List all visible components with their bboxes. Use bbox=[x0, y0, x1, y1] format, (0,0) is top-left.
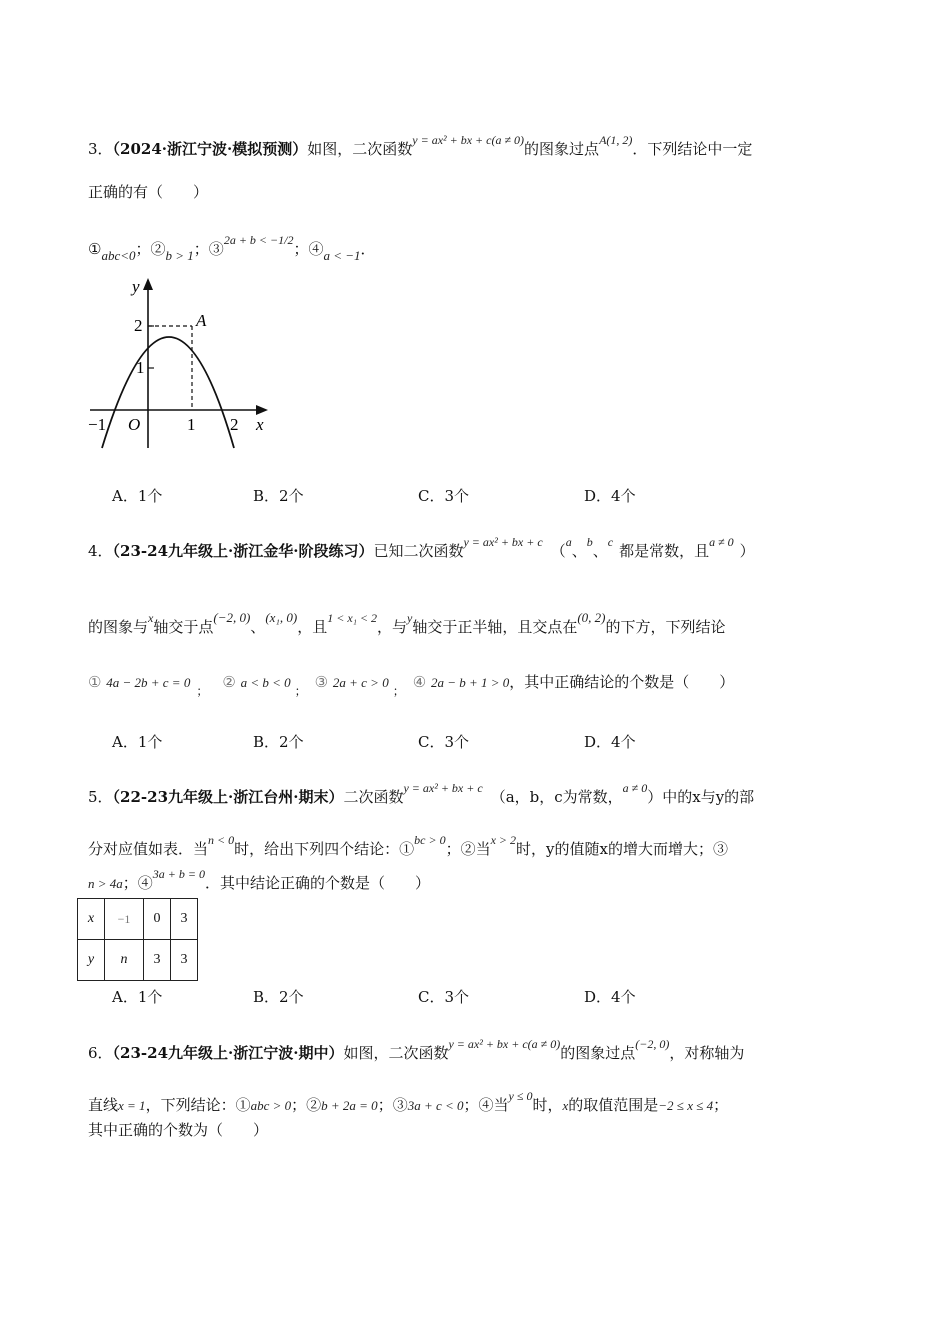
q6-cond-3: 3a + c < 0 bbox=[407, 1098, 464, 1113]
x-tick-2: 2 bbox=[230, 415, 239, 434]
q3-point: A(1, 2) bbox=[599, 133, 633, 147]
q4-cond: a ≠ 0 bbox=[709, 535, 734, 549]
q6-cond-2: b + 2a = 0 bbox=[321, 1098, 378, 1113]
q4-ineq: 1 < x₁ < 2 bbox=[327, 611, 377, 625]
q4-text: 、 bbox=[250, 618, 266, 636]
y-axis-arrow bbox=[143, 278, 153, 290]
q4-text: ，与 bbox=[376, 618, 407, 636]
q5-text: ．其中结论正确的个数是（ ） bbox=[205, 874, 431, 892]
q3-parabola-graph bbox=[84, 272, 274, 452]
q4-option-c-value: 3个 bbox=[444, 733, 470, 751]
y-tick-2: 2 bbox=[134, 316, 143, 335]
q4-text: ） bbox=[739, 542, 755, 560]
q6-text: ，对称轴为 bbox=[669, 1044, 745, 1062]
q4-point-2: (x₁, 0) bbox=[265, 610, 298, 625]
q4-mark: ③ bbox=[314, 673, 329, 691]
q5-option-b[interactable]: B．2个 bbox=[253, 988, 304, 1006]
q5-cond-4: 3a + b = 0 bbox=[152, 867, 205, 881]
q6-text: 的取值范围是 bbox=[568, 1096, 659, 1114]
q6-text: ；④当 bbox=[463, 1096, 509, 1114]
q5-text: 分对应值如表．当 bbox=[88, 840, 209, 858]
q6-text: 如图，二次函数 bbox=[343, 1044, 449, 1062]
q4-text: ，且 bbox=[297, 618, 328, 636]
q4-var: x bbox=[148, 611, 154, 625]
q3-question-end: 正确的有（ ） bbox=[88, 183, 209, 201]
q3-option-a[interactable]: A．1个 bbox=[112, 487, 163, 505]
q4-semi: ； bbox=[196, 684, 209, 698]
q6-text: ，下列结论：① bbox=[145, 1096, 251, 1114]
q3-source: （2024·浙江宁波·模拟预测） bbox=[112, 140, 308, 158]
q4-mark: ② bbox=[222, 673, 236, 691]
q3-mark: ；③ bbox=[193, 240, 224, 258]
q4-text: 的下方，下列结论 bbox=[605, 618, 726, 636]
q3-option-c[interactable]: C．3个 bbox=[418, 487, 470, 505]
table-cell: 3 bbox=[171, 899, 198, 940]
q5-option-a[interactable]: A．1个 bbox=[112, 988, 163, 1006]
q4-option-d-value: 4个 bbox=[611, 733, 636, 751]
q3-cond-2: b > 1 bbox=[165, 248, 194, 263]
q4-text: 已知二次函数 bbox=[373, 542, 464, 560]
q4-number: 4． bbox=[88, 542, 113, 560]
q6-line1 bbox=[88, 1034, 744, 1063]
q4-option-c[interactable] bbox=[418, 731, 469, 752]
y-tick-1: 1 bbox=[136, 358, 145, 377]
table-cell: y bbox=[78, 940, 105, 981]
q4-option-b-value: 2个 bbox=[279, 733, 304, 751]
q4-option-d-label: D． bbox=[584, 733, 612, 751]
q4-point-1: (−2, 0) bbox=[213, 610, 251, 625]
q4-text: 轴交于正半轴，且交点在 bbox=[412, 618, 578, 636]
q4-text: 的图象与 bbox=[88, 618, 149, 636]
x-tick-neg1: −1 bbox=[88, 415, 107, 434]
x-label: x bbox=[256, 415, 264, 434]
q6-question-end: 其中正确的个数为（ ） bbox=[88, 1121, 269, 1139]
q5-option-d[interactable]: D．4个 bbox=[584, 988, 636, 1006]
q4-text: （ bbox=[550, 542, 566, 560]
q4-mark: ④ bbox=[412, 673, 427, 691]
q4-cond-3: 2a + c > 0 bbox=[332, 675, 389, 690]
q3-option-b[interactable]: B．2个 bbox=[253, 487, 304, 505]
q3-text: 的图象过点 bbox=[524, 140, 600, 158]
q3-function: y = ax² + bx + c(a ≠ 0) bbox=[412, 133, 525, 147]
q4-text: 轴交于点 bbox=[153, 618, 214, 636]
q6-range: −2 ≤ x ≤ 4 bbox=[658, 1098, 714, 1113]
q3-text: 如图，二次函数 bbox=[307, 140, 413, 158]
q3-number: 3． bbox=[88, 140, 113, 158]
q6-text: 直线 bbox=[88, 1096, 119, 1114]
q4-option-d[interactable] bbox=[584, 731, 636, 752]
q4-text: 、 bbox=[592, 542, 608, 560]
q4-cond-2: a < b < 0 bbox=[240, 675, 291, 690]
q5-line1 bbox=[88, 778, 754, 807]
q4-var: y bbox=[407, 611, 413, 625]
q5-text: 时，y的值随x的增大而增大；③ bbox=[516, 840, 728, 858]
q6-var: x bbox=[562, 1098, 569, 1113]
table-cell: x bbox=[78, 899, 105, 940]
q3-conditions bbox=[88, 230, 376, 266]
x-axis-arrow bbox=[256, 405, 268, 415]
q5-cond-2: x > 2 bbox=[490, 833, 517, 847]
q4-option-b-label: B． bbox=[253, 733, 280, 751]
q6-text: 时， bbox=[532, 1096, 563, 1114]
q5-function: y = ax² + bx + c bbox=[403, 781, 483, 795]
q3-mark: ① bbox=[88, 240, 102, 258]
q6-point: (−2, 0) bbox=[635, 1037, 670, 1051]
q5-value-table bbox=[77, 898, 198, 981]
q6-line3 bbox=[88, 1120, 268, 1140]
q3-option-d[interactable]: D．4个 bbox=[584, 487, 636, 505]
q4-source: （23-24九年级上·浙江金华·阶段练习） bbox=[112, 542, 374, 560]
q4-var: b bbox=[586, 535, 593, 549]
q3-line1 bbox=[88, 130, 752, 159]
q5-option-c[interactable]: C．3个 bbox=[418, 988, 470, 1006]
q4-conditions bbox=[88, 672, 734, 701]
origin-label: O bbox=[128, 415, 141, 434]
q3-cond-4: a < −1 bbox=[323, 248, 361, 263]
q3-mark: ． bbox=[360, 240, 376, 258]
q6-line2 bbox=[88, 1086, 728, 1116]
q5-cond: n < 0 bbox=[208, 833, 235, 847]
q6-function: y = ax² + bx + c(a ≠ 0) bbox=[448, 1037, 561, 1051]
q4-var: a bbox=[565, 535, 572, 549]
table-cell: n bbox=[105, 940, 144, 981]
q5-text: （a，b，c为常数， bbox=[490, 788, 623, 806]
q5-text: 时，给出下列四个结论：① bbox=[234, 840, 415, 858]
q5-cond: a ≠ 0 bbox=[622, 781, 648, 795]
q4-semi: ； bbox=[392, 684, 405, 698]
point-A-label: A bbox=[196, 311, 207, 330]
q6-number: 6． bbox=[88, 1044, 113, 1062]
q5-source: （22-23九年级上·浙江台州·期末） bbox=[112, 788, 344, 806]
q4-function: y = ax² + bx + c bbox=[463, 535, 543, 549]
q4-text: 、 bbox=[571, 542, 587, 560]
table-row bbox=[78, 940, 198, 981]
q4-var: c bbox=[607, 535, 614, 549]
q5-text: ；②当 bbox=[445, 840, 491, 858]
q6-cond-4: y ≤ 0 bbox=[508, 1089, 533, 1103]
q4-semi: ； bbox=[294, 684, 307, 698]
q5-text: 二次函数 bbox=[343, 788, 404, 806]
q5-cond-3: n > 4a bbox=[88, 876, 123, 891]
q3-mark: ；④ bbox=[293, 240, 324, 258]
q5-text: ）中的x与y的部 bbox=[647, 788, 755, 806]
q4-text: 都是常数，且 bbox=[619, 542, 710, 560]
q4-line2 bbox=[88, 608, 726, 637]
x-tick-1: 1 bbox=[187, 415, 196, 434]
q4-option-b[interactable] bbox=[253, 731, 304, 752]
table-cell: −1 bbox=[105, 899, 144, 940]
q4-cond-4: 2a − b + 1 > 0 bbox=[430, 675, 510, 690]
q4-option-a-label: A． bbox=[112, 733, 138, 751]
table-row bbox=[78, 899, 198, 940]
q4-option-c-label: C． bbox=[418, 733, 445, 751]
q4-point-3: (0, 2) bbox=[577, 610, 606, 625]
q6-cond-1: abc > 0 bbox=[250, 1098, 292, 1113]
q3-mark: ；② bbox=[135, 240, 166, 258]
q5-line3 bbox=[88, 864, 430, 894]
table-cell: 3 bbox=[171, 940, 198, 981]
q3-line2 bbox=[88, 182, 208, 202]
q5-cond-1: bc > 0 bbox=[414, 833, 446, 847]
q3-cond-3: 2a + b < −1/2 bbox=[223, 233, 294, 247]
q4-mark: ① bbox=[88, 673, 102, 691]
q5-line2 bbox=[88, 830, 728, 859]
q6-text: ；② bbox=[291, 1096, 322, 1114]
table-cell: 3 bbox=[144, 940, 171, 981]
q3-text: ．下列结论中一定 bbox=[632, 140, 753, 158]
q5-number: 5． bbox=[88, 788, 113, 806]
q6-text: 的图象过点 bbox=[560, 1044, 636, 1062]
q4-line1 bbox=[88, 532, 755, 561]
q3-cond-1: abc<0 bbox=[101, 248, 136, 263]
q6-text: ；③ bbox=[377, 1096, 408, 1114]
q6-axis: x = 1 bbox=[118, 1098, 146, 1113]
parabola-curve bbox=[102, 337, 234, 448]
q4-option-a[interactable] bbox=[112, 731, 162, 752]
q4-option-a-value: 1个 bbox=[137, 733, 163, 751]
q5-text: ；④ bbox=[122, 874, 153, 892]
q4-cond-1: 4a − 2b + c = 0 bbox=[106, 675, 191, 690]
q6-source: （23-24九年级上·浙江宁波·期中） bbox=[112, 1044, 344, 1062]
y-label: y bbox=[132, 277, 140, 296]
q4-text: ，其中正确结论的个数是（ ） bbox=[509, 673, 735, 691]
q6-text: ； bbox=[713, 1096, 729, 1114]
table-cell: 0 bbox=[144, 899, 171, 940]
